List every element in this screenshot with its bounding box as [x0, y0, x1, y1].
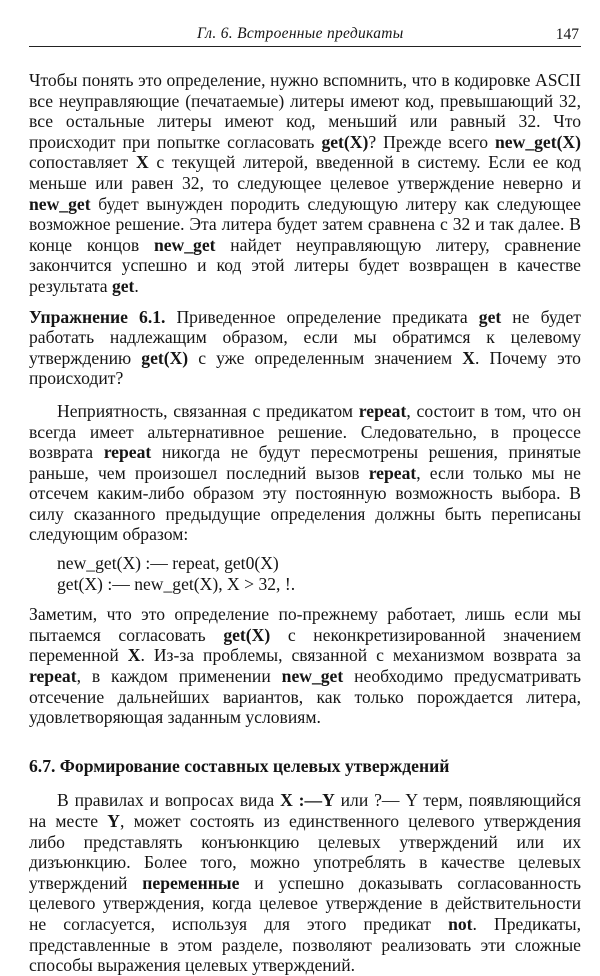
page-number: 147	[555, 26, 579, 43]
paragraph-note: Заметим, что это определение по-прежнему работает, лишь если мы пытаемся согласовать get(X) с неконкретизированной значением переменной X. Из-за проблемы, связанной с механизмом возврата за repeat, в каждом применении new_get необходимо предусматривать отсечение дальнейших вариантов, как только порождается литера, удовлетворяющая заданным условиям.	[29, 604, 582, 728]
code-line-get: get(X) :— new_get(X), X > 32, !.	[57, 573, 296, 594]
page-header	[29, 22, 581, 47]
exercise-label: Упражнение 6.1.	[29, 306, 166, 327]
running-head: Гл. 6. Встроенные предикаты	[197, 25, 404, 42]
section-title: 6.7. Формирование составных целевых утверждений	[29, 755, 450, 776]
code-block	[57, 553, 581, 594]
exercise-6-1: Упражнение 6.1. Приведенное определение предиката get не будет работать надлежащим образом, если мы обратимся к целевому утверждению get(X) с уже определенным значением X. Почему это происходит?	[29, 306, 581, 389]
code-line-new-get: new_get(X) :— repeat, get0(X)	[57, 553, 279, 574]
paragraph-repeat-problem: Неприятность, связанная с предикатом repeat, состоит в том, что он всегда имеет альтернативное решение. Следовательно, в процессе возврата repeat никогда не будут пересмотрены решения, принятые раньше, чем произошел последний вызов repeat, если только мы не отсечем каким-либо образом эту постоянную возможность выбора. В силу сказанного предыдущие определения должны быть переписаны следующим образом:	[29, 400, 581, 545]
paragraph-get-definition: Чтобы понять это определение, нужно вспомнить, что в кодировке ASCII все неуправляющие (печатаемые) литеры имеют код, превышающий 32, все остальные литеры имеют код, меньший или равный 32. Что происходит при попытке согласовать get(X)? Прежде всего new_get(X) сопоставляет X с текущей литерой, введенной в систему. Если ее код меньше или равен 32, то следующее целевое утверждение неверно и new_get будет вынужден породить следующую литеру как следующее возможное решение. Эта литера будет затем сравнена с 32 и так далее. В конце концов new_get найдет неуправляющую литеру, сравнение закончится успешно и код этой литеры будет возвращен в качестве результата get.	[29, 70, 582, 296]
paragraph-compound-goals: В правилах и вопросах вида X :—Y или ?— Y терм, появляющийся на месте Y, может состоять из единственного целевого утверждения либо представлять конъюнкцию целевых утверждений или их дизъюнкцию. Более того, можно употреблять в качестве целевых утверждений переменные и успешно доказывать согласованность целевого утверждения, когда целевое утверждение в действительности не согласуется, используя для этого предикат not. Предикаты, представленные в этом разделе, позволяют реализовать эти сложные способы выражения целевых утверждений.	[29, 790, 581, 976]
